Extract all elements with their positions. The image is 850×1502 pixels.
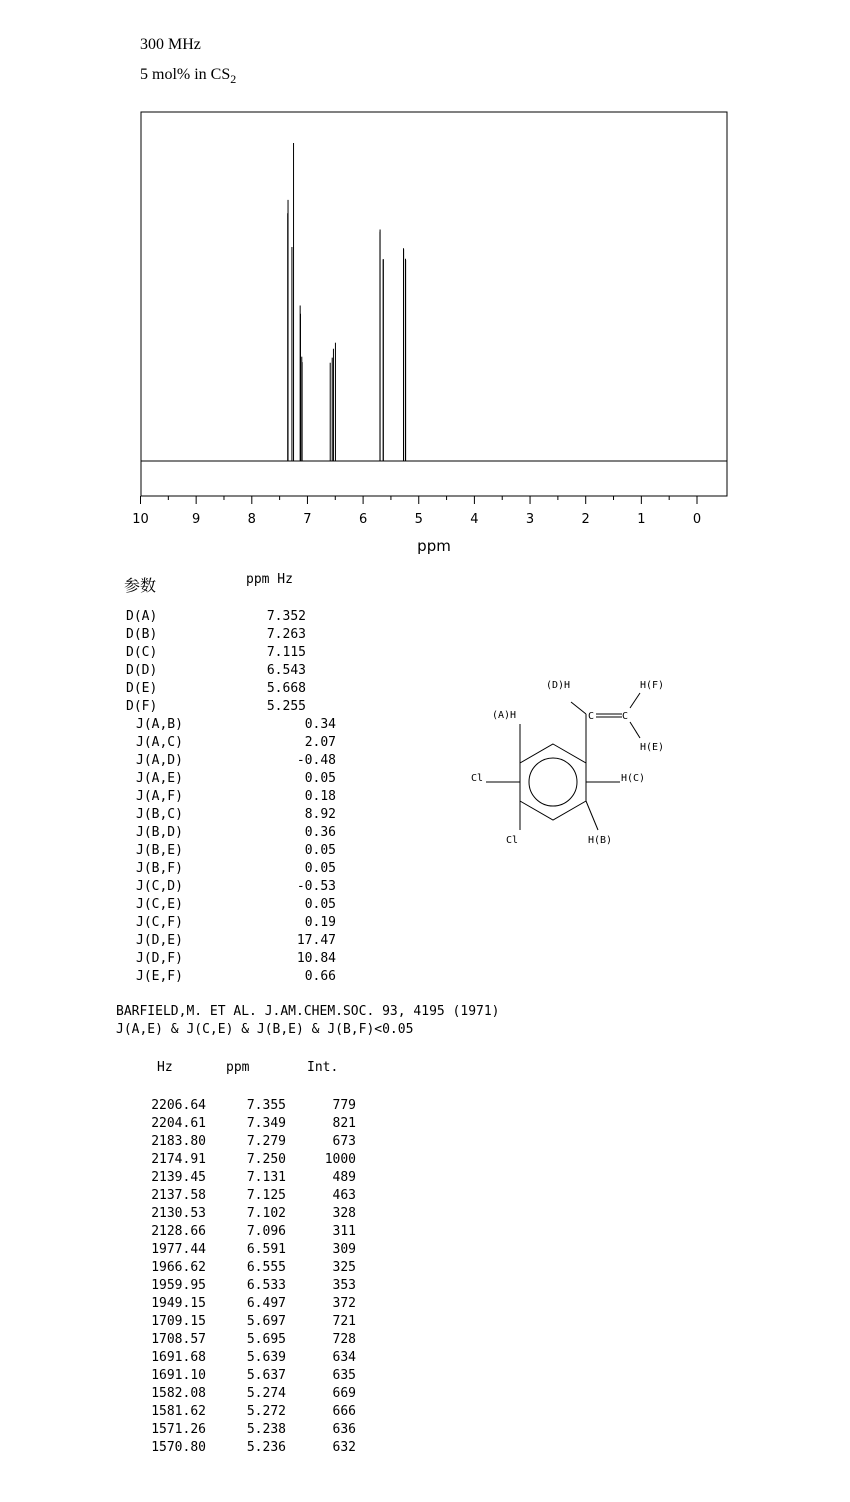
coupling-value: 8.92 [304,807,336,822]
peak-int: 489 [332,1170,356,1185]
coupling-name: J(D,E) [136,933,183,948]
shift-value: 5.255 [266,699,306,714]
coupling-value: 0.05 [304,771,336,786]
label-b: H(B) [588,835,613,846]
coupling-value: 0.05 [304,861,336,876]
bond-e [630,722,640,738]
peak-hz: 2139.45 [151,1170,206,1185]
x-tick-label: 8 [247,512,256,527]
peak-int: 309 [332,1242,356,1257]
peak-ppm: 7.102 [246,1206,286,1221]
x-tick-label: 1 [637,512,646,527]
coupling-name: J(A,C) [136,735,183,750]
label-c2: C [622,711,629,722]
coupling-name: J(B,E) [136,843,183,858]
peak-int: 821 [332,1116,356,1131]
peak-hz: 1977.44 [151,1242,206,1257]
coupling-name: J(E,F) [136,969,183,984]
coupling-value: -0.53 [296,879,336,894]
peak-int: 721 [332,1314,356,1329]
coupling-value: 0.05 [304,897,336,912]
peak-int: 673 [332,1134,356,1149]
shift-value: 6.543 [266,663,306,678]
peak-hz: 2128.66 [151,1224,206,1239]
peak-ppm: 5.639 [246,1350,286,1365]
peak-hz: 1691.68 [151,1350,206,1365]
peak-int: 353 [332,1278,356,1293]
peak-int: 1000 [324,1152,356,1167]
peak-table-header-hz: Hz [157,1060,173,1075]
peak-int: 669 [332,1386,356,1401]
x-tick-label: 9 [192,512,201,527]
peak-hz: 1709.15 [151,1314,206,1329]
coupling-value: 10.84 [296,951,336,966]
peak-int: 632 [332,1440,356,1455]
reference-note: J(A,E) & J(C,E) & J(B,E) & J(B,F)<0.05 [116,1022,414,1037]
coupling-value: -0.48 [296,753,336,768]
peak-hz: 2130.53 [151,1206,206,1221]
peak-ppm: 5.272 [246,1404,286,1419]
bond-b [586,801,598,830]
shift-name: D(B) [126,627,158,642]
shift-name: D(C) [126,645,158,660]
x-tick-label: 7 [303,512,312,527]
label-c1: C [588,711,595,722]
peak-hz: 1581.62 [151,1404,206,1419]
coupling-value: 0.19 [304,915,336,930]
solvent-text: 5 mol% in CS [140,66,231,83]
molecule-structure [460,668,720,868]
peak-hz: 1571.26 [151,1422,206,1437]
peak-ppm: 5.236 [246,1440,286,1455]
label-e: H(E) [640,742,665,753]
x-axis-label: ppm [417,537,451,555]
peak-hz: 2183.80 [151,1134,206,1149]
peak-ppm: 5.697 [246,1314,286,1329]
literature-reference: BARFIELD,M. ET AL. J.AM.CHEM.SOC. 93, 4195 (1971) [116,1004,500,1019]
coupling-name: J(B,F) [136,861,183,876]
peak-ppm: 5.238 [246,1422,286,1437]
peak-ppm: 7.096 [246,1224,286,1239]
peak-int: 779 [332,1098,356,1113]
shift-name: D(D) [126,663,158,678]
shift-value: 7.352 [266,609,306,624]
peak-table-header-ppm: ppm [226,1060,250,1075]
bond-d [571,702,586,714]
bond-f [630,693,640,708]
label-a: (A)H [492,710,517,721]
coupling-name: J(C,E) [136,897,183,912]
peak-ppm: 7.279 [246,1134,286,1149]
label-cl2: Cl [506,835,519,846]
parameters-units: ppm Hz [246,572,293,587]
coupling-value: 0.66 [304,969,336,984]
peak-ppm: 6.533 [246,1278,286,1293]
shift-value: 5.668 [266,681,306,696]
parameters-label: 参数 [124,576,157,595]
shift-name: D(F) [126,699,158,714]
coupling-value: 2.07 [304,735,336,750]
coupling-value: 0.34 [304,717,336,732]
peak-ppm: 5.274 [246,1386,286,1401]
solvent-subscript: 2 [230,72,237,86]
benzene-ring [520,744,586,820]
x-tick-label: 3 [525,512,535,527]
peak-hz: 2137.58 [151,1188,206,1203]
peak-ppm: 7.250 [246,1152,286,1167]
peak-ppm: 5.637 [246,1368,286,1383]
x-tick-label: 0 [692,512,702,527]
x-axis-ticks [132,496,701,527]
coupling-value: 0.05 [304,843,336,858]
coupling-value: 17.47 [296,933,336,948]
label-f: H(F) [640,680,665,691]
peak-ppm: 5.695 [246,1332,286,1347]
x-tick-label: 4 [470,512,479,527]
peak-int: 372 [332,1296,356,1311]
coupling-value: 0.36 [304,825,336,840]
coupling-name: J(B,D) [136,825,183,840]
coupling-name: J(A,B) [136,717,183,732]
peak-int: 328 [332,1206,356,1221]
coupling-name: J(A,F) [136,789,183,804]
peak-ppm: 6.591 [246,1242,286,1257]
peak-hz: 1966.62 [151,1260,206,1275]
shift-value: 7.263 [266,627,306,642]
label-c: H(C) [621,773,646,784]
peak-hz: 1949.15 [151,1296,206,1311]
peak-int: 635 [332,1368,356,1383]
peak-ppm: 7.349 [246,1116,286,1131]
peak-int: 636 [332,1422,356,1437]
coupling-name: J(A,E) [136,771,183,786]
x-tick-label: 6 [358,512,368,527]
coupling-name: J(C,F) [136,915,183,930]
coupling-name: J(C,D) [136,879,183,894]
peak-hz: 1570.80 [151,1440,206,1455]
coupling-name: J(A,D) [136,753,183,768]
x-tick-label: 2 [581,512,590,527]
peak-table-header-int: Int. [307,1060,339,1075]
peak-int: 728 [332,1332,356,1347]
coupling-name: J(D,F) [136,951,183,966]
peak-int: 311 [332,1224,356,1239]
x-tick-label: 5 [414,512,423,527]
shift-value: 7.115 [266,645,306,660]
peaks [288,143,406,461]
label-cl1: Cl [471,773,484,784]
peak-ppm: 7.125 [246,1188,286,1203]
spectrometer-frequency: 300 MHz [140,36,201,53]
shift-name: D(A) [126,609,158,624]
label-d: (D)H [546,680,571,691]
plot-frame [141,112,727,496]
nmr-spectrum-chart [0,0,850,560]
peak-ppm: 6.555 [246,1260,286,1275]
peak-hz: 1959.95 [151,1278,206,1293]
peak-int: 325 [332,1260,356,1275]
peak-hz: 1582.08 [151,1386,206,1401]
peak-int: 666 [332,1404,356,1419]
shift-name: D(E) [126,681,158,696]
peak-hz: 2206.64 [151,1098,206,1113]
peak-ppm: 7.355 [246,1098,286,1113]
peak-hz: 2174.91 [151,1152,206,1167]
peak-int: 634 [332,1350,356,1365]
peak-ppm: 6.497 [246,1296,286,1311]
x-tick-label: 10 [132,512,149,527]
peak-int: 463 [332,1188,356,1203]
coupling-name: J(B,C) [136,807,183,822]
peak-ppm: 7.131 [246,1170,286,1185]
coupling-value: 0.18 [304,789,336,804]
peak-hz: 1691.10 [151,1368,206,1383]
peak-hz: 1708.57 [151,1332,206,1347]
peak-hz: 2204.61 [151,1116,206,1131]
aromatic-circle [529,758,577,806]
